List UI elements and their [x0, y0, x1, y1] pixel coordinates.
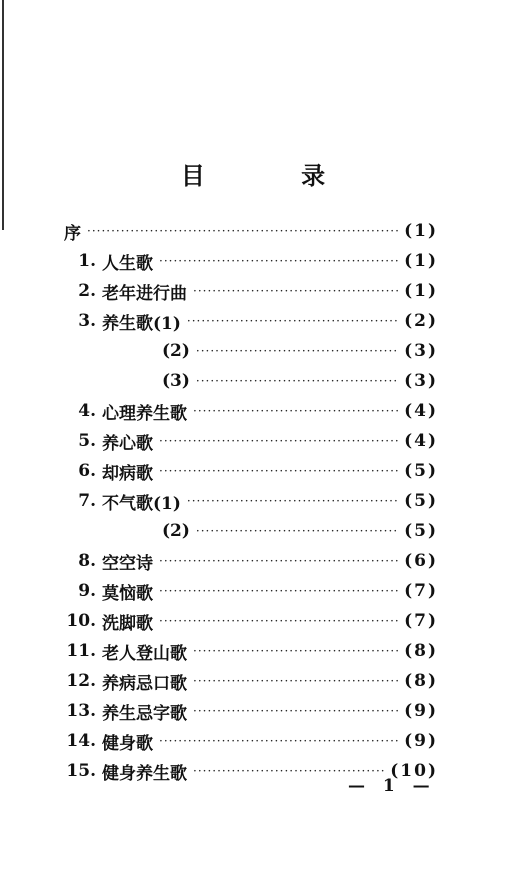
toc-entry[interactable]: [60, 426, 438, 456]
toc-leader-dots: [187, 314, 398, 328]
toc-entry-title: (3): [162, 371, 190, 391]
toc-entry-page: (5): [404, 491, 438, 511]
toc-leader-dots: [193, 704, 398, 718]
toc-leader-dots: [193, 284, 398, 298]
toc-entry-title: 老年进行曲: [102, 283, 187, 304]
toc-entry-number: 12.: [66, 671, 96, 691]
toc-entry-title: 健身歌: [102, 733, 153, 754]
toc-entry-title: 不气歌(1): [102, 493, 181, 514]
toc-leader-dots: [193, 674, 398, 688]
toc-entry-page: (2): [404, 311, 438, 331]
toc-leader-dots: [193, 644, 398, 658]
page-number: — 1 —: [348, 776, 436, 796]
toc-entry-title: 老人登山歌: [102, 643, 187, 664]
toc-leader-dots: [159, 464, 398, 478]
toc-entry-page: (3): [404, 341, 438, 361]
toc-entry[interactable]: [60, 606, 438, 636]
toc-entry[interactable]: [60, 636, 438, 666]
toc-entry-page: (8): [404, 671, 438, 691]
toc-entry[interactable]: [60, 726, 438, 756]
toc-entry-page: (9): [404, 701, 438, 721]
toc-entry-page: (5): [404, 521, 438, 541]
toc-entry-page: (7): [404, 581, 438, 601]
toc-entry-number: 11.: [66, 641, 96, 661]
toc-entry-number: 10.: [66, 611, 96, 631]
toc-entry-page: (4): [404, 401, 438, 421]
toc-leader-dots: [193, 404, 398, 418]
toc-entry-page: (4): [404, 431, 438, 451]
toc-entry-number: 7.: [78, 491, 96, 511]
toc-entry-page: (6): [404, 551, 438, 571]
toc-entry-title: 洗脚歌: [102, 613, 153, 634]
toc-entry[interactable]: [60, 546, 438, 576]
toc-entry-title: 空空诗: [102, 553, 153, 574]
toc-entry-page: (1): [404, 221, 438, 241]
toc-subentry[interactable]: [162, 366, 438, 396]
toc-entry-number: 14.: [66, 731, 96, 751]
toc-leader-dots: [196, 524, 398, 538]
toc-entry-preface[interactable]: [64, 216, 438, 246]
toc-leader-dots: [187, 494, 398, 508]
toc-entry-number: 5.: [78, 431, 96, 451]
toc-entry-page: (8): [404, 641, 438, 661]
toc-entry-page: (7): [404, 611, 438, 631]
toc-entry[interactable]: [60, 456, 438, 486]
page-title: 目 录: [180, 162, 370, 190]
toc-leader-dots: [87, 224, 398, 238]
toc-entry-title: 养生歌(1): [102, 313, 181, 334]
toc-subentry[interactable]: [162, 336, 438, 366]
toc-entry-title: 养心歌: [102, 433, 153, 454]
toc-leader-dots: [159, 434, 398, 448]
toc-entry-title: 养病忌口歌: [102, 673, 187, 694]
toc-entry-number: 9.: [78, 581, 96, 601]
toc-entry-title: 却病歌: [102, 463, 153, 484]
toc-entry-page: (3): [404, 371, 438, 391]
page-binding-edge: [2, 0, 4, 230]
toc-leader-dots: [159, 584, 398, 598]
toc-entry-title: 人生歌: [102, 253, 153, 274]
toc-entry-number: 15.: [66, 761, 96, 781]
toc-entry-title: 莫恼歌: [102, 583, 153, 604]
toc-entry[interactable]: [60, 486, 438, 516]
toc-subentry[interactable]: [162, 516, 438, 546]
toc-entry-number: 8.: [78, 551, 96, 571]
toc-entry-page: (1): [404, 251, 438, 271]
toc-entry[interactable]: [60, 306, 438, 336]
toc-entry-number: 6.: [78, 461, 96, 481]
toc-entry-page: (1): [404, 281, 438, 301]
toc-entry-number: 1.: [78, 251, 96, 271]
toc-entry-page: (9): [404, 731, 438, 751]
toc-entry[interactable]: [60, 246, 438, 276]
toc-entry-title: 序: [64, 223, 81, 244]
toc-leader-dots: [159, 614, 398, 628]
toc-entry-title: 心理养生歌: [102, 403, 187, 424]
toc-entry-number: 2.: [78, 281, 96, 301]
toc-entry[interactable]: [60, 576, 438, 606]
toc-entry-title: 养生忌字歌: [102, 703, 187, 724]
toc-entry-page: (5): [404, 461, 438, 481]
toc-entry-title: 健身养生歌: [102, 763, 187, 784]
toc-entry-title: (2): [162, 341, 190, 361]
toc-leader-dots: [159, 734, 398, 748]
toc-entry[interactable]: [60, 666, 438, 696]
toc-entry-number: 13.: [66, 701, 96, 721]
toc-entry[interactable]: [60, 696, 438, 726]
toc-leader-dots: [159, 554, 398, 568]
toc-leader-dots: [196, 344, 398, 358]
toc-entry-number: 3.: [78, 311, 96, 331]
toc-entry-page: (10): [390, 761, 438, 781]
toc-entry-title: (2): [162, 521, 190, 541]
toc-leader-dots: [196, 374, 398, 388]
toc-entry-number: 4.: [78, 401, 96, 421]
toc-entry[interactable]: [60, 276, 438, 306]
toc-leader-dots: [159, 254, 398, 268]
toc-entry[interactable]: [60, 396, 438, 426]
